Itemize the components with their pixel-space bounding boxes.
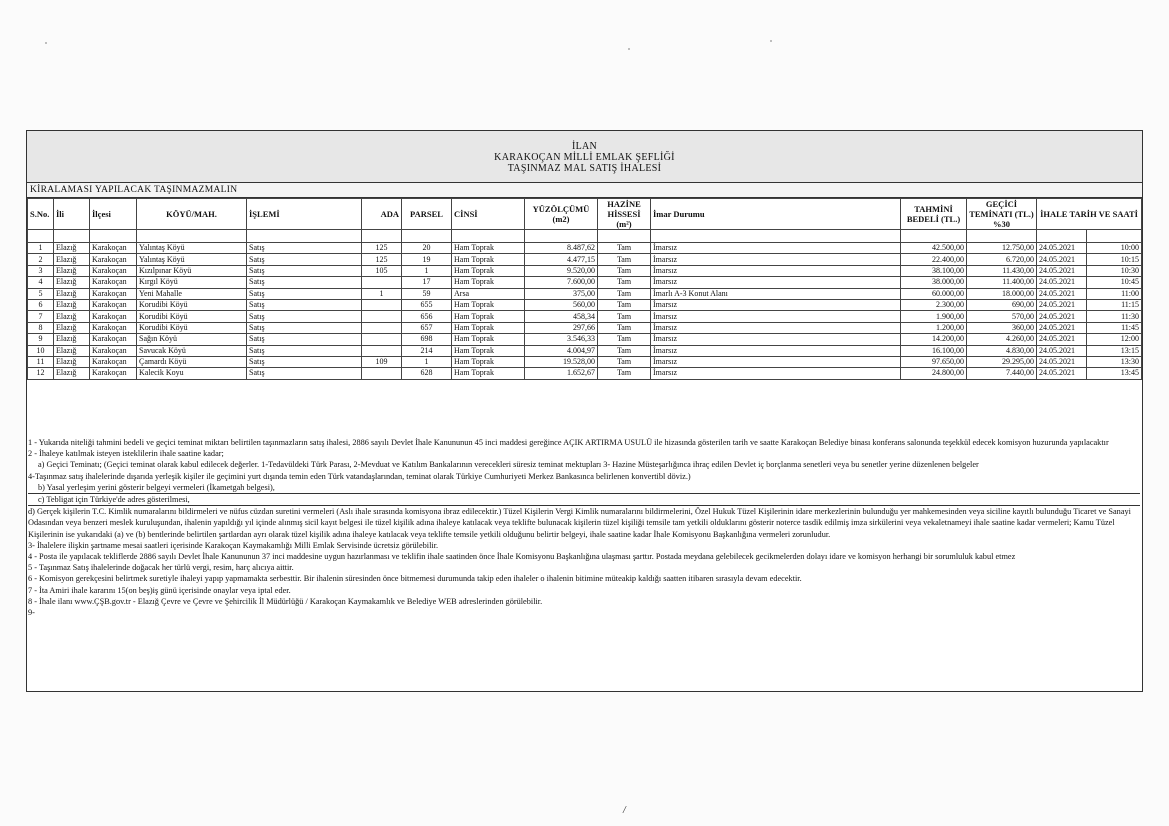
cell-parsel: 656 bbox=[402, 311, 452, 322]
cell-ada: 105 bbox=[362, 265, 402, 276]
cell-koy: Korudibi Köyü bbox=[137, 299, 247, 310]
header-title: İLAN bbox=[571, 141, 598, 152]
cell-hisse: Tam bbox=[598, 334, 651, 345]
cell-cins: Ham Toprak bbox=[452, 368, 525, 379]
cell-ilce: Karakoçan bbox=[90, 322, 137, 333]
col-ada: ADA bbox=[362, 199, 402, 230]
cell-koy: Korudibi Köyü bbox=[137, 311, 247, 322]
cell-ada bbox=[362, 322, 402, 333]
col-islemi: İŞLEMİ bbox=[247, 199, 362, 230]
cell-ilce: Karakoçan bbox=[90, 356, 137, 367]
col-sno: S.No. bbox=[28, 199, 54, 230]
cell-imar: İmarsız bbox=[651, 311, 901, 322]
cell-ada bbox=[362, 277, 402, 288]
cell-teminat: 7.440,00 bbox=[967, 368, 1037, 379]
property-table bbox=[27, 198, 1142, 380]
table-row bbox=[28, 254, 1142, 265]
table-header-row bbox=[28, 199, 1142, 230]
cell-hisse: Tam bbox=[598, 288, 651, 299]
cell-ilce: Karakoçan bbox=[90, 243, 137, 254]
cell-imar: İmarsız bbox=[651, 345, 901, 356]
cell-bedel: 97.650,00 bbox=[901, 356, 967, 367]
cell-cins: Ham Toprak bbox=[452, 322, 525, 333]
condition-line: 3- İhalelere ilişkin şartname mesai saatleri içerisinde Karakoçan Kaymakamlığı Milli Emlak Servisinde ücretsiz görülebilir. bbox=[28, 540, 439, 550]
col-imar: İmar Durumu bbox=[651, 199, 901, 230]
cell-islem: Satış bbox=[247, 334, 362, 345]
cell-imar: İmarsız bbox=[651, 243, 901, 254]
condition-line: 7 - İta Amiri ihale kararını 15(on beş)iş günü içerisinde onaylar veya iptal eder. bbox=[28, 585, 291, 595]
cell-no: 10 bbox=[28, 345, 54, 356]
cell-ada: 1 bbox=[362, 288, 402, 299]
cell-ada: 109 bbox=[362, 356, 402, 367]
cell-imar: İmarsız bbox=[651, 322, 901, 333]
cell-imar: İmarsız bbox=[651, 265, 901, 276]
table-row bbox=[28, 334, 1142, 345]
cell-bedel: 1.200,00 bbox=[901, 322, 967, 333]
cell-parsel: 628 bbox=[402, 368, 452, 379]
cell-ilce: Karakoçan bbox=[90, 311, 137, 322]
cell-islem: Satış bbox=[247, 299, 362, 310]
cell-imar: İmarsız bbox=[651, 277, 901, 288]
cell-hisse: Tam bbox=[598, 265, 651, 276]
cell-yuz: 297,66 bbox=[525, 322, 598, 333]
table-row bbox=[28, 345, 1142, 356]
header-subject: TAŞINMAZ MAL SATIŞ İHALESİ bbox=[507, 163, 662, 174]
cell-hisse: Tam bbox=[598, 254, 651, 265]
cell-cins: Ham Toprak bbox=[452, 356, 525, 367]
cell-yuz: 458,34 bbox=[525, 311, 598, 322]
cell-saat: 11:00 bbox=[1087, 288, 1142, 299]
cell-tarih: 24.05.2021 bbox=[1037, 311, 1087, 322]
cell-parsel: 655 bbox=[402, 299, 452, 310]
cell-saat: 11:15 bbox=[1087, 299, 1142, 310]
cell-ada: 125 bbox=[362, 243, 402, 254]
cell-koy: Kırgıl Köyü bbox=[137, 277, 247, 288]
cell-parsel: 214 bbox=[402, 345, 452, 356]
condition-line: b) Yasal yerleşim yerini gösterir belgeyi vermeleri (İkametgah belgesi), bbox=[38, 482, 275, 492]
table-row bbox=[28, 265, 1142, 276]
cell-teminat: 6.720,00 bbox=[967, 254, 1037, 265]
cell-bedel: 22.400,00 bbox=[901, 254, 967, 265]
col-bedel: TAHMİNİ BEDELİ (TL.) bbox=[901, 199, 967, 230]
cell-il: Elazığ bbox=[54, 254, 90, 265]
section-title: KİRALAMASI YAPILACAK TAŞINMAZMALIN bbox=[27, 183, 1142, 198]
table-row bbox=[28, 356, 1142, 367]
table-row bbox=[28, 299, 1142, 310]
cell-imar: İmarsız bbox=[651, 334, 901, 345]
cell-cins: Arsa bbox=[452, 288, 525, 299]
cell-ilce: Karakoçan bbox=[90, 254, 137, 265]
cell-hisse: Tam bbox=[598, 322, 651, 333]
condition-line: 8 - İhale ilanı www.ÇŞB.gov.tr - Elazığ Çevre ve Çevre ve Şehircilik İl Müdürlüğü / Karakoçan Kaymakamlık ve Belediye WEB adreslerinden görülebilir. bbox=[28, 596, 543, 606]
cell-cins: Ham Toprak bbox=[452, 254, 525, 265]
cell-parsel: 59 bbox=[402, 288, 452, 299]
cell-bedel: 60.000,00 bbox=[901, 288, 967, 299]
cell-yuz: 3.546,33 bbox=[525, 334, 598, 345]
cell-il: Elazığ bbox=[54, 334, 90, 345]
cell-parsel: 1 bbox=[402, 265, 452, 276]
cell-koy: Yalıntaş Köyü bbox=[137, 254, 247, 265]
cell-islem: Satış bbox=[247, 311, 362, 322]
condition-line: a) Geçici Teminatı; (Geçici teminat olarak kabul edilecek değerler. 1-Tedavüldeki Türk Parası, 2-Mevduat ve Katılım Bankalarının verecekleri süresiz teminat mektupları 3- Hazine Müsteşarlığınca ihraç edilen Devlet iç borçlanma senetleri veya bu senetler yerine düzenlenen belgeler bbox=[38, 460, 979, 470]
col-yuzolcumu: YÜZÖLÇÜMÜ (m2) bbox=[525, 199, 598, 230]
cell-il: Elazığ bbox=[54, 288, 90, 299]
table-row bbox=[28, 311, 1142, 322]
cell-saat: 10:00 bbox=[1087, 243, 1142, 254]
cell-yuz: 375,00 bbox=[525, 288, 598, 299]
cell-teminat: 11.400,00 bbox=[967, 277, 1037, 288]
cell-koy: Kalecik Koyu bbox=[137, 368, 247, 379]
cell-tarih: 24.05.2021 bbox=[1037, 254, 1087, 265]
cell-no: 12 bbox=[28, 368, 54, 379]
cell-yuz: 19.528,00 bbox=[525, 356, 598, 367]
notice-frame bbox=[26, 130, 1143, 692]
col-hazine: HAZİNE HİSSESİ (m²) bbox=[598, 199, 651, 230]
notice-conditions bbox=[27, 437, 1140, 618]
cell-no: 3 bbox=[28, 265, 54, 276]
cell-parsel: 17 bbox=[402, 277, 452, 288]
cell-ilce: Karakoçan bbox=[90, 277, 137, 288]
cell-ada bbox=[362, 311, 402, 322]
cell-hisse: Tam bbox=[598, 345, 651, 356]
cell-no: 2 bbox=[28, 254, 54, 265]
cell-ilce: Karakoçan bbox=[90, 368, 137, 379]
cell-teminat: 11.430,00 bbox=[967, 265, 1037, 276]
cell-no: 7 bbox=[28, 311, 54, 322]
cell-il: Elazığ bbox=[54, 322, 90, 333]
condition-line: 5 - Taşınmaz Satış ihalelerinde doğacak her türlü vergi, resim, harç alıcıya aittir. bbox=[28, 563, 294, 573]
cell-hisse: Tam bbox=[598, 243, 651, 254]
col-tarih: İHALE TARİH VE SAATİ bbox=[1037, 199, 1142, 230]
cell-islem: Satış bbox=[247, 356, 362, 367]
cell-ilce: Karakoçan bbox=[90, 299, 137, 310]
cell-hisse: Tam bbox=[598, 368, 651, 379]
cell-teminat: 4.830,00 bbox=[967, 345, 1037, 356]
cell-il: Elazığ bbox=[54, 356, 90, 367]
condition-line: 2 - İhaleye katılmak isteyen isteklilerin ihale saatine kadar; bbox=[28, 449, 224, 459]
cell-tarih: 24.05.2021 bbox=[1037, 322, 1087, 333]
cell-saat: 10:45 bbox=[1087, 277, 1142, 288]
cell-hisse: Tam bbox=[598, 299, 651, 310]
cell-no: 1 bbox=[28, 243, 54, 254]
condition-line: 4 - Posta ile yapılacak tekliflerde 2886 sayılı Devlet İhale Kanununun 37 inci maddesine uygun hazırlanması ve teklifin ihale saatinden önce İhale Komisyonu Başkanlığına ulaşması şarttır. Postada meydana gelebilecek gecikmelerden dolayı idare ve komisyon herhangi bir sorumluluk kabul etmez bbox=[28, 552, 1016, 562]
cell-no: 8 bbox=[28, 322, 54, 333]
table-row bbox=[28, 288, 1142, 299]
cell-saat: 13:15 bbox=[1087, 345, 1142, 356]
cell-no: 11 bbox=[28, 356, 54, 367]
cell-parsel: 20 bbox=[402, 243, 452, 254]
cell-tarih: 24.05.2021 bbox=[1037, 356, 1087, 367]
cell-islem: Satış bbox=[247, 254, 362, 265]
cell-cins: Ham Toprak bbox=[452, 345, 525, 356]
table-body bbox=[28, 243, 1142, 380]
table-row bbox=[28, 277, 1142, 288]
cell-ilce: Karakoçan bbox=[90, 288, 137, 299]
cell-cins: Ham Toprak bbox=[452, 299, 525, 310]
cell-tarih: 24.05.2021 bbox=[1037, 334, 1087, 345]
condition-line: 4-Taşınmaz satış ihalelerinde dışarıda yerleşik kişiler ile geçimini yurt dışında temin eden Türk vatandaşlarından, teminat olarak Türkiye Cumhuriyeti Merkez Bankasınca belirlenen konvertibl döviz.) bbox=[28, 471, 691, 481]
cell-tarih: 24.05.2021 bbox=[1037, 265, 1087, 276]
cell-imar: İmarsız bbox=[651, 368, 901, 379]
cell-cins: Ham Toprak bbox=[452, 277, 525, 288]
cell-cins: Ham Toprak bbox=[452, 311, 525, 322]
cell-teminat: 18.000,00 bbox=[967, 288, 1037, 299]
cell-no: 5 bbox=[28, 288, 54, 299]
cell-islem: Satış bbox=[247, 277, 362, 288]
cell-cins: Ham Toprak bbox=[452, 334, 525, 345]
cell-koy: Kızılpınar Köyü bbox=[137, 265, 247, 276]
cell-koy: Sağın Köyü bbox=[137, 334, 247, 345]
cell-teminat: 360,00 bbox=[967, 322, 1037, 333]
cell-bedel: 14.200,00 bbox=[901, 334, 967, 345]
cell-koy: Korudibi Köyü bbox=[137, 322, 247, 333]
cell-teminat: 12.750,00 bbox=[967, 243, 1037, 254]
cell-saat: 11:45 bbox=[1087, 322, 1142, 333]
cell-saat: 10:30 bbox=[1087, 265, 1142, 276]
cell-bedel: 24.800,00 bbox=[901, 368, 967, 379]
notice-header bbox=[27, 131, 1142, 183]
cell-ilce: Karakoçan bbox=[90, 345, 137, 356]
condition-line: 6 - Komisyon gerekçesini belirtmek suretiyle ihaleyi yapıp yapmamakta serbesttir. Bir ihalenin süresinden önce bitmemesi durumunda takip eden ihaleler o ihalenin bitimine müteakip kaldığı saatten itibaren sırasıyla devam edecektir. bbox=[28, 574, 802, 584]
cell-islem: Satış bbox=[247, 368, 362, 379]
cell-tarih: 24.05.2021 bbox=[1037, 345, 1087, 356]
cell-hisse: Tam bbox=[598, 356, 651, 367]
condition-line: d) Gerçek kişilerin T.C. Kimlik numaralarını bildirmeleri ve nüfus cüzdan suretini vermeleri (Aslı ihale sırasında komisyona ibraz edilecektir.) Tüzel Kişilerin Vergi Kimlik numaralarını bildirmelerini, Özel Hukuk Tüzel Kişilerinin idare merkezlerinin bulunduğu yer mahkemesinden veya siciline kayıtlı bulunduğu Ticaret ve Sanayi Odasından veya benzeri meslek kuruluşundan, ihalenin yapıldığı yıl içinde alınmış sicil kayıt belgesi ile tüzel kişilik adına ihaleye katılacak veya teklifte bulunacak kişilerin tüzel kişiliği temsile tam yetkili olduklarını gösterir noterce tasdik edilmiş imza sirkülerini veya vekaletnameyi ihale saatine kadar vermeleri; Kamu Tüzel Kişilerinin ise yukarıdaki (a) ve (b) bentlerinde belirtilen şartlardan ayrı olarak tüzel kişilik adına ihaleye katılacak veya teklifte temsile yetkili olduğunu belirtir belgeyi, ihale saatine kadar İhale Komisyonu Başkanlığına vermeleri zorunludur. bbox=[28, 507, 1131, 539]
cell-il: Elazığ bbox=[54, 311, 90, 322]
cell-parsel: 19 bbox=[402, 254, 452, 265]
cell-bedel: 2.300,00 bbox=[901, 299, 967, 310]
cell-islem: Satış bbox=[247, 288, 362, 299]
cell-il: Elazığ bbox=[54, 345, 90, 356]
condition-line: c) Tebligat için Türkiye'de adres gösterilmesi, bbox=[28, 493, 1140, 506]
cell-koy: Yalıntaş Köyü bbox=[137, 243, 247, 254]
cell-saat: 13:30 bbox=[1087, 356, 1142, 367]
cell-tarih: 24.05.2021 bbox=[1037, 288, 1087, 299]
cell-parsel: 1 bbox=[402, 356, 452, 367]
cell-imar: İmarsız bbox=[651, 356, 901, 367]
cell-tarih: 24.05.2021 bbox=[1037, 243, 1087, 254]
col-teminat: GEÇİCİ TEMİNATI (TL.) %30 bbox=[967, 199, 1037, 230]
cell-islem: Satış bbox=[247, 243, 362, 254]
cell-teminat: 4.260,00 bbox=[967, 334, 1037, 345]
cell-hisse: Tam bbox=[598, 277, 651, 288]
cell-bedel: 1.900,00 bbox=[901, 311, 967, 322]
cell-hisse: Tam bbox=[598, 311, 651, 322]
header-office: KARAKOÇAN MİLLİ EMLAK ŞEFLİĞİ bbox=[494, 152, 675, 163]
cell-il: Elazığ bbox=[54, 299, 90, 310]
cell-no: 4 bbox=[28, 277, 54, 288]
cell-tarih: 24.05.2021 bbox=[1037, 299, 1087, 310]
cell-parsel: 657 bbox=[402, 322, 452, 333]
cell-il: Elazığ bbox=[54, 265, 90, 276]
cell-saat: 11:30 bbox=[1087, 311, 1142, 322]
table-spacer-row bbox=[28, 230, 1142, 243]
scan-speck bbox=[628, 48, 630, 50]
cell-islem: Satış bbox=[247, 322, 362, 333]
cell-yuz: 4.477,15 bbox=[525, 254, 598, 265]
cell-parsel: 698 bbox=[402, 334, 452, 345]
col-il: İli bbox=[54, 199, 90, 230]
cell-tarih: 24.05.2021 bbox=[1037, 277, 1087, 288]
cell-saat: 13:45 bbox=[1087, 368, 1142, 379]
scan-speck bbox=[45, 42, 47, 44]
table-row bbox=[28, 322, 1142, 333]
page-mark: / bbox=[623, 805, 626, 816]
cell-cins: Ham Toprak bbox=[452, 265, 525, 276]
col-ilce: İlçesi bbox=[90, 199, 137, 230]
cell-islem: Satış bbox=[247, 345, 362, 356]
condition-line: 1 - Yukarıda niteliği tahmini bedeli ve geçici teminat miktarı belirtilen taşınmazların satış ihalesi, 2886 sayılı Devlet İhale Kanununun 45 inci maddesi gereğince AÇIK ARTIRMA USULÜ ile hizasında gösterilen tarih ve saatte Karakoçan Belediye binası konferans salonunda teşekkül edecek komisyon huzurunda yapılacaktır bbox=[28, 438, 1109, 447]
cell-ilce: Karakoçan bbox=[90, 334, 137, 345]
cell-teminat: 570,00 bbox=[967, 311, 1037, 322]
cell-ada: 125 bbox=[362, 254, 402, 265]
col-parsel: PARSEL bbox=[402, 199, 452, 230]
cell-tarih: 24.05.2021 bbox=[1037, 368, 1087, 379]
cell-imar: İmarsız bbox=[651, 254, 901, 265]
cell-ada bbox=[362, 334, 402, 345]
cell-saat: 12:00 bbox=[1087, 334, 1142, 345]
cell-ada bbox=[362, 299, 402, 310]
cell-yuz: 7.600,00 bbox=[525, 277, 598, 288]
cell-ilce: Karakoçan bbox=[90, 265, 137, 276]
cell-bedel: 42.500,00 bbox=[901, 243, 967, 254]
cell-cins: Ham Toprak bbox=[452, 243, 525, 254]
cell-bedel: 38.100,00 bbox=[901, 265, 967, 276]
condition-line: 9- bbox=[28, 608, 35, 618]
cell-yuz: 560,00 bbox=[525, 299, 598, 310]
cell-saat: 10:15 bbox=[1087, 254, 1142, 265]
cell-teminat: 29.295,00 bbox=[967, 356, 1037, 367]
cell-ada bbox=[362, 368, 402, 379]
cell-yuz: 4.004,97 bbox=[525, 345, 598, 356]
cell-no: 6 bbox=[28, 299, 54, 310]
cell-il: Elazığ bbox=[54, 368, 90, 379]
table-row bbox=[28, 243, 1142, 254]
table-row bbox=[28, 368, 1142, 379]
cell-yuz: 1.652,67 bbox=[525, 368, 598, 379]
col-koy: KÖYÜ/MAH. bbox=[137, 199, 247, 230]
cell-yuz: 8.487,62 bbox=[525, 243, 598, 254]
cell-ada bbox=[362, 345, 402, 356]
cell-islem: Satış bbox=[247, 265, 362, 276]
col-cinsi: CİNSİ bbox=[452, 199, 525, 230]
cell-imar: İmarlı A-3 Konut Alanı bbox=[651, 288, 901, 299]
cell-bedel: 38.000,00 bbox=[901, 277, 967, 288]
cell-il: Elazığ bbox=[54, 277, 90, 288]
cell-koy: Yeni Mahalle bbox=[137, 288, 247, 299]
cell-imar: İmarsız bbox=[651, 299, 901, 310]
cell-yuz: 9.520,00 bbox=[525, 265, 598, 276]
cell-no: 9 bbox=[28, 334, 54, 345]
cell-teminat: 690,00 bbox=[967, 299, 1037, 310]
scan-speck bbox=[770, 40, 772, 42]
cell-koy: Savucak Köyü bbox=[137, 345, 247, 356]
cell-il: Elazığ bbox=[54, 243, 90, 254]
cell-bedel: 16.100,00 bbox=[901, 345, 967, 356]
cell-koy: Çamardı Köyü bbox=[137, 356, 247, 367]
